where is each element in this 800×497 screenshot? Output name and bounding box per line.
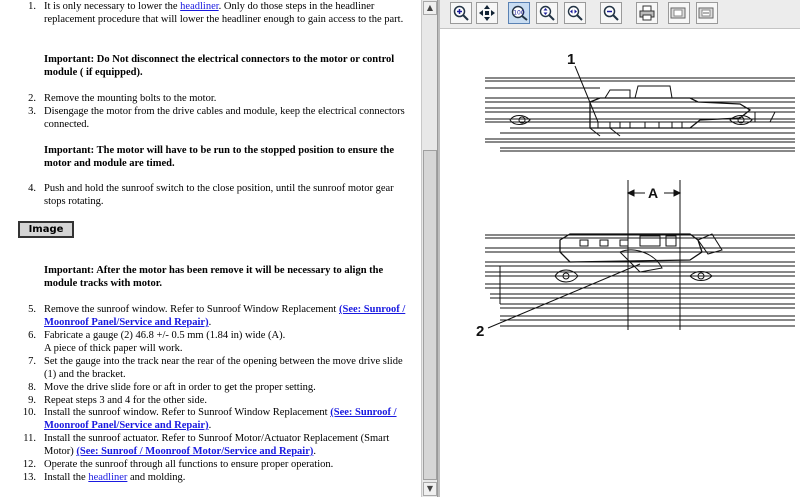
important-note: Important: The motor will have to be run to the stopped position to ensure the motor and module are timed.: [44, 145, 395, 169]
scroll-up-arrow-icon[interactable]: ▲: [423, 1, 437, 15]
zoom-out-icon[interactable]: [600, 2, 622, 24]
step-text: [44, 471, 414, 484]
headliner-link[interactable]: headliner: [88, 472, 128, 483]
image-button[interactable]: Image: [18, 221, 74, 238]
step-number: 3.: [28, 106, 36, 117]
step-text: Disengage the motor from the drive cables and module, keep the electrical connectors connected.: [44, 106, 405, 130]
important-note: Important: Do Not disconnect the electrical connectors to the motor or control module ( if equipped).: [44, 54, 395, 78]
step-text: Set the gauge into the track near the rear of the opening between the move drive slide (1) and the bracket.: [44, 356, 403, 380]
step-text: [44, 0, 414, 26]
step-number: 11.: [23, 433, 36, 444]
step-text: [44, 432, 414, 458]
step-text-part: .: [208, 317, 212, 328]
step-number: 4.: [28, 183, 36, 194]
copy-icon[interactable]: [668, 2, 690, 24]
important-note: Important: After the motor has been remove it will be necessary to align the module tracks with motor.: [44, 265, 384, 289]
step-text-part: .: [313, 446, 316, 457]
step-text-part: It is only necessary to lower the: [44, 1, 181, 12]
step-text: Push and hold the sunroof switch to the close position, until the sunroof motor gear stops rotating.: [44, 183, 394, 207]
step-text: Move the drive slide fore or aft in order to get the proper setting.: [44, 382, 316, 393]
step-text-part: Install the sunroof actuator. Refer to Sunroof Motor/Actuator Replacement (Smart Motor): [44, 433, 390, 457]
step-text-part: and molding.: [127, 472, 186, 483]
step-number: 8.: [28, 382, 36, 393]
callout-1-label: 1: [567, 51, 576, 68]
headliner-link[interactable]: headliner: [180, 1, 219, 12]
scroll-down-arrow-icon[interactable]: ▼: [423, 482, 437, 496]
step-text: [44, 303, 414, 329]
step-text-part: Install the sunroof window. Refer to Sunroof Window Replacement: [44, 407, 331, 418]
step-text: [44, 406, 414, 432]
step-number: 6.: [28, 330, 36, 341]
sunroof-motor-link[interactable]: (See: Sunroof / Moonroof Motor/Service and Repair): [76, 446, 314, 457]
image-viewer-pane: [440, 0, 800, 497]
sunroof-panel-link[interactable]: (See: Sunroof / Moonroof Panel/Service and Repair): [44, 407, 397, 431]
zoom-100-icon[interactable]: [508, 2, 530, 24]
step-number: 2.: [28, 93, 36, 104]
step-text-part: . Only do those steps in the headliner replacement procedure that will lower the headliner enough to gain access to the part.: [44, 1, 404, 25]
step-text: Operate the sunroof through all functions to ensure proper operation.: [44, 459, 334, 470]
step-text: [44, 329, 414, 355]
image-toolbar: [440, 0, 800, 29]
sunroof-panel-link[interactable]: (See: Sunroof / Moonroof Panel/Service and Repair): [44, 304, 406, 328]
dimension-a-label: A: [648, 185, 659, 201]
step-text-part: Remove the sunroof window. Refer to Sunroof Window Replacement: [44, 304, 339, 315]
zoom-width-icon[interactable]: [564, 2, 586, 24]
step-text-part: .: [208, 420, 212, 431]
step-text: Repeat steps 3 and 4 for the other side.: [44, 395, 207, 406]
step-number: 12.: [22, 459, 36, 470]
step-text: Remove the mounting bolts to the motor.: [44, 93, 217, 104]
step-number: 7.: [28, 356, 36, 367]
zoom-in-icon[interactable]: [450, 2, 472, 24]
sunroof-track-diagram: [440, 40, 800, 350]
step-number: 13.: [22, 472, 36, 483]
scrollbar-thumb[interactable]: [423, 150, 437, 480]
callout-2-label: 2: [476, 323, 485, 340]
step-number: 5.: [28, 304, 36, 315]
copy-all-icon[interactable]: [696, 2, 718, 24]
step-number: 1.: [28, 1, 36, 12]
step-subtext: A piece of thick paper will work.: [44, 343, 183, 354]
pan-icon[interactable]: [476, 2, 498, 24]
vertical-scrollbar[interactable]: [421, 0, 437, 497]
step-text-part: Fabricate a gauge (2) 46.8 +/- 0.5 mm (1.84 in) wide (A).: [44, 330, 286, 341]
step-number: 10.: [22, 407, 36, 418]
zoom-fit-icon[interactable]: [536, 2, 558, 24]
svg-text:100: 100: [513, 9, 525, 17]
print-icon[interactable]: [636, 2, 658, 24]
step-text-part: Install the: [44, 472, 89, 483]
step-number: 9.: [28, 395, 36, 406]
